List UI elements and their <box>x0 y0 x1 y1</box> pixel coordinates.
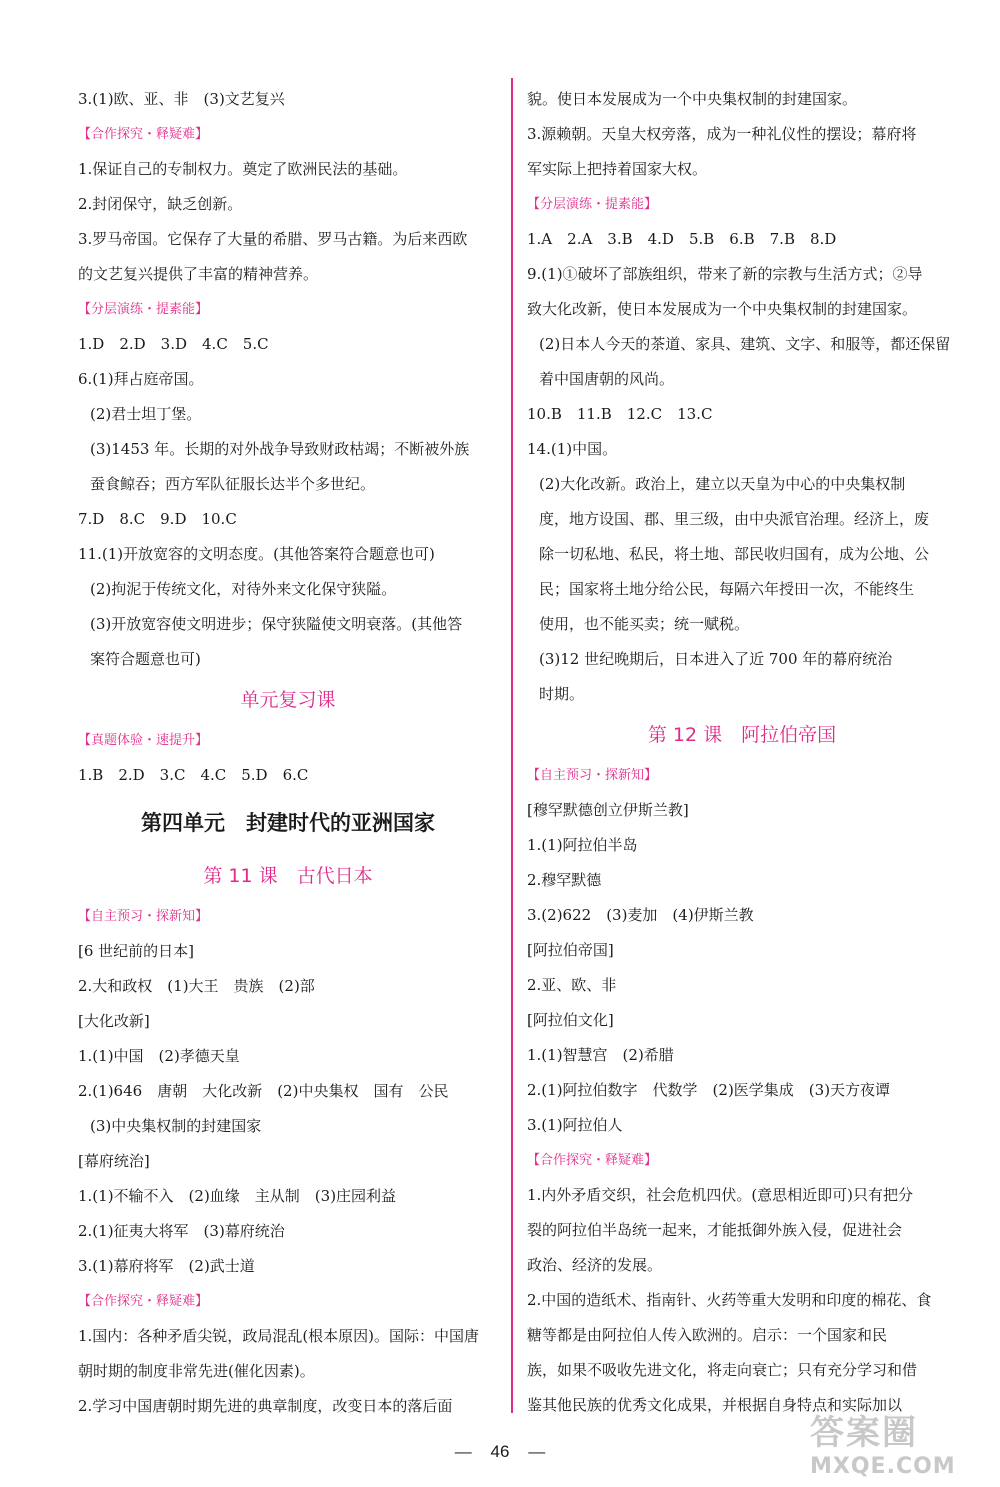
text-line: [大化改新] <box>78 1012 150 1030</box>
text-line: [阿拉伯文化] <box>527 1011 614 1029</box>
section-header: 【自主预习・探新知】 <box>527 768 658 783</box>
text-line: 2.(1)阿拉伯数字 代数学 (2)医学集成 (3)天方夜谭 <box>527 1081 891 1099</box>
text-line: 3.(1)幕府将军 (2)武士道 <box>78 1257 255 1275</box>
text-line: 3.罗马帝国。它保存了大量的希腊、罗马古籍。为后来西欧 <box>78 230 468 248</box>
text-line: 鉴其他民族的优秀文化成果，并根据自身特点和实际加以 <box>527 1396 903 1414</box>
text-line: 1.(1)中国 (2)孝德天皇 <box>78 1047 240 1065</box>
unit-title: 第四单元 封建时代的亚洲国家 <box>141 811 435 835</box>
text-line: (3)1453 年。长期的对外战争导致财政枯竭；不断被外族 <box>90 440 470 458</box>
text-line: 2.(1)征夷大将军 (3)幕府统治 <box>78 1222 285 1240</box>
footer-dash-left: — <box>454 1442 472 1461</box>
text-line: 3.(2)622 (3)麦加 (4)伊斯兰教 <box>527 906 754 924</box>
text-line: 9.(1)①破坏了部族组织，带来了新的宗教与生活方式；②导 <box>527 265 923 283</box>
text-line: 1.(1)阿拉伯半岛 <box>527 836 638 854</box>
text-line: [6 世纪前的日本] <box>78 942 195 960</box>
text-line: 2.中国的造纸术、指南针、火药等重大发明和印度的棉花、食 <box>527 1291 932 1309</box>
text-line: 族，如果不吸收先进文化，将走向衰亡；只有充分学习和借 <box>527 1361 918 1379</box>
text-line: 2.封闭保守，缺乏创新。 <box>78 195 243 213</box>
text-line: 2.大和政权 (1)大王 贵族 (2)部 <box>78 977 315 995</box>
text-line: 貌。使日本发展成为一个中央集权制的封建国家。 <box>527 90 858 108</box>
text-line: 3.源赖朝。天皇大权旁落，成为一种礼仪性的摆设；幕府将 <box>527 125 917 143</box>
text-line: [穆罕默德创立伊斯兰教] <box>527 801 689 819</box>
text-line: [幕府统治] <box>78 1152 150 1170</box>
left-column <box>78 82 498 1424</box>
lesson-title: 单元复习课 <box>240 689 336 711</box>
page-number: 46 <box>490 1442 510 1461</box>
text-line: 1.保证自己的专制权力。奠定了欧洲民法的基础。 <box>78 160 408 178</box>
section-header: 【合作探究・释疑难】 <box>78 127 209 142</box>
text-line: 1.B 2.D 3.C 4.C 5.D 6.C <box>78 766 309 784</box>
text-line: (2)拘泥于传统文化，对待外来文化保守狭隘。 <box>90 580 397 598</box>
text-line: 3.(1)欧、亚、非 (3)文艺复兴 <box>78 90 285 108</box>
text-line: 着中国唐朝的风尚。 <box>539 370 675 388</box>
text-line: 时期。 <box>539 685 585 703</box>
section-header: 【自主预习・探新知】 <box>78 909 209 924</box>
watermark-text: 答案圈 <box>810 1413 918 1453</box>
section-header: 【合作探究・释疑难】 <box>78 1294 209 1309</box>
text-line: 度，地方设国、郡、里三级，由中央派官治理。经济上，废 <box>539 510 930 528</box>
text-line: 14.(1)中国。 <box>527 440 618 458</box>
text-line: 2.(1)646 唐朝 大化改新 (2)中央集权 国有 公民 <box>78 1082 449 1100</box>
lesson-title: 第 12 课 阿拉伯帝国 <box>647 724 837 746</box>
section-header: 【合作探究・释疑难】 <box>527 1153 658 1168</box>
watermark-url: MXQE.COM <box>810 1454 956 1479</box>
text-line: 军实际上把持着国家大权。 <box>527 160 708 178</box>
text-line: 致大化改新，使日本发展成为一个中央集权制的封建国家。 <box>527 300 918 318</box>
text-line: 6.(1)拜占庭帝国。 <box>78 370 204 388</box>
section-header: 【分层演练・提素能】 <box>527 197 658 212</box>
text-line: 案符合题意也可) <box>90 650 201 668</box>
text-line: (2)日本人今天的茶道、家具、建筑、文字、和服等，都还保留 <box>539 335 951 353</box>
text-line: 3.(1)阿拉伯人 <box>527 1116 623 1134</box>
text-line: 1.内外矛盾交织，社会危机四伏。(意思相近即可)只有把分 <box>527 1186 914 1204</box>
text-line: 使用，也不能买卖；统一赋税。 <box>539 615 750 633</box>
text-line: (2)大化改新。政治上，建立以天皇为中心的中央集权制 <box>539 475 906 493</box>
lesson-title: 第 11 课 古代日本 <box>203 865 373 887</box>
column-divider <box>511 78 513 1413</box>
text-line: 10.B 11.B 12.C 13.C <box>527 405 713 423</box>
text-line: 7.D 8.C 9.D 10.C <box>78 510 237 528</box>
text-line: 11.(1)开放宽容的文明态度。(其他答案符合题意也可) <box>78 545 435 563</box>
text-line: 政治、经济的发展。 <box>527 1256 663 1274</box>
text-line: 1.国内：各种矛盾尖锐，政局混乱(根本原因)。国际：中国唐 <box>78 1327 480 1345</box>
text-line: 2.亚、欧、非 <box>527 976 617 994</box>
text-line: 2.穆罕默德 <box>527 871 602 889</box>
text-line: 1.A 2.A 3.B 4.D 5.B 6.B 7.B 8.D <box>527 230 837 248</box>
watermark-logo <box>810 1405 980 1480</box>
text-line: (2)君士坦丁堡。 <box>90 405 202 423</box>
text-line: 糖等都是由阿拉伯人传入欧洲的。启示：一个国家和民 <box>527 1326 888 1344</box>
text-line: 除一切私地、私民，将土地、部民收归国有，成为公地、公 <box>539 545 930 563</box>
text-line: 蚕食鲸吞；西方军队征服长达半个多世纪。 <box>90 475 376 493</box>
text-line: 的文艺复兴提供了丰富的精神营养。 <box>78 265 319 283</box>
text-line: 1.D 2.D 3.D 4.C 5.C <box>78 335 269 353</box>
text-line: 1.(1)智慧宫 (2)希腊 <box>527 1046 674 1064</box>
section-header: 【分层演练・提素能】 <box>78 302 209 317</box>
text-line: 1.(1)不输不入 (2)血缘 主从制 (3)庄园利益 <box>78 1187 397 1205</box>
text-line: 2.学习中国唐朝时期先进的典章制度，改变日本的落后面 <box>78 1397 453 1415</box>
text-line: [阿拉伯帝国] <box>527 941 614 959</box>
footer-dash-right: — <box>528 1442 546 1461</box>
right-column <box>527 82 957 1423</box>
text-line: (3)中央集权制的封建国家 <box>90 1117 262 1135</box>
section-header: 【真题体验・速提升】 <box>78 733 209 748</box>
text-line: 朝时期的制度非常先进(催化因素)。 <box>78 1362 315 1380</box>
text-line: 民；国家将土地分给公民，每隔六年授田一次，不能终生 <box>539 580 915 598</box>
text-line: 裂的阿拉伯半岛统一起来，才能抵御外族入侵，促进社会 <box>527 1221 903 1239</box>
text-line: (3)12 世纪晚期后，日本进入了近 700 年的幕府统治 <box>539 650 893 668</box>
text-line: (3)开放宽容使文明进步；保守狭隘使文明衰落。(其他答 <box>90 615 463 633</box>
